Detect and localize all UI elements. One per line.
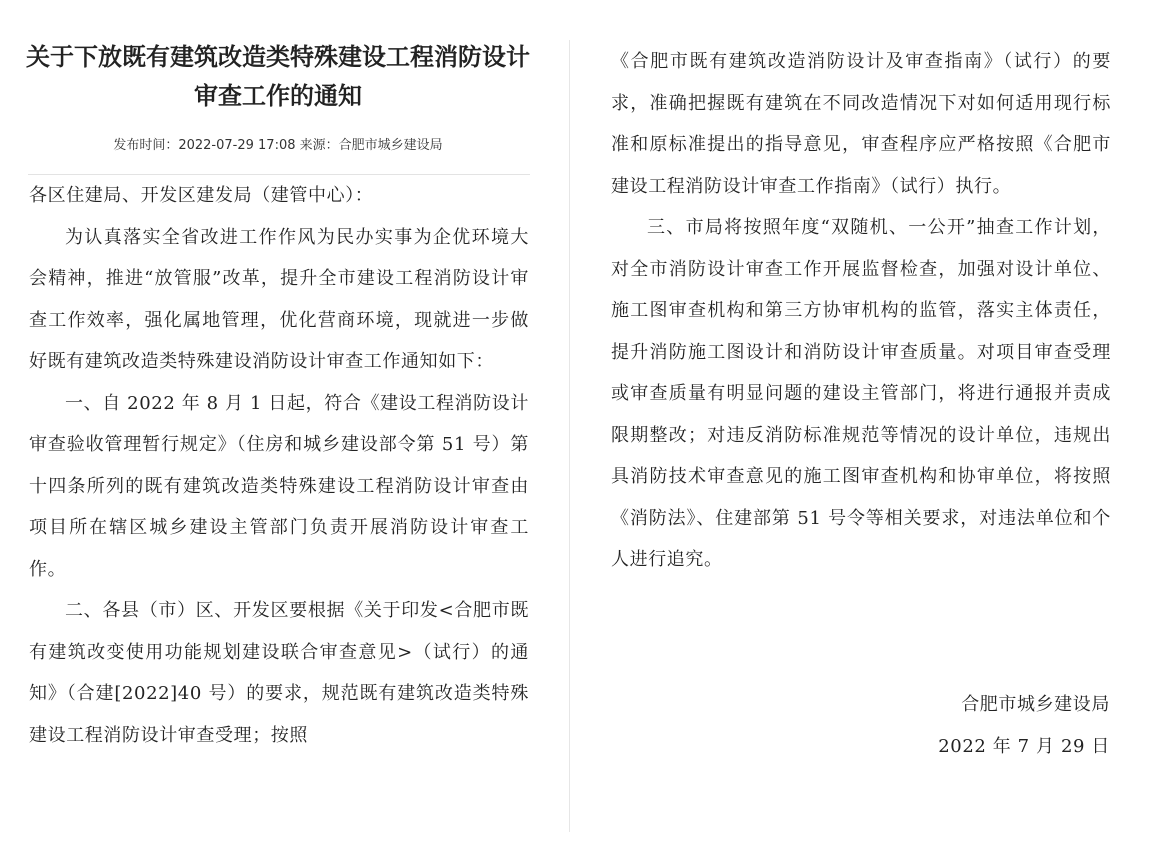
column-divider (569, 40, 570, 832)
intro-paragraph: 为认真落实全省改进工作作风为民办实事为企优环境大会精神，推进“放管服”改革，提升全市建设工程消防设计审查工作效率，强化属地管理，优化营商环境，现就进一步做好既有建筑改造类特殊建设消防设计审查工作通知如下： (29, 226, 529, 372)
salutation: 各区住建局、开发区建发局（建管中心）： (29, 185, 374, 206)
article-body-right (611, 41, 1111, 581)
signature-block (938, 684, 1110, 767)
publish-time-label: 发布时间： (113, 138, 179, 153)
article-meta (20, 134, 536, 153)
source-label: 来源： (299, 138, 339, 153)
source-name: 合肥市城乡建设局 (338, 138, 443, 153)
item-2-paragraph: 二、各县（市）区、开发区要根据《关于印发<合肥市既有建筑改变使用功能规划建设联合审查意见>（试行）的通知》（合建[2022]40 号）的要求，规范既有建筑改造类特殊建设工程消防设计审查受理；按照 (29, 600, 529, 746)
item-2-continued: 《合肥市既有建筑改造消防设计及审查指南》（试行）的要求，准确把握既有建筑在不同改造情况下对如何适用现行标准和原标准提出的指导意见，审查程序应严格按照《合肥市建设工程消防设计审查工作指南》（试行）执行。 (611, 51, 1111, 197)
signature-org: 合肥市城乡建设局 (961, 694, 1110, 715)
article-body-left (29, 175, 529, 756)
publish-time: 2022-07-29 17:08 (178, 138, 296, 153)
page-title: 关于下放既有建筑改造类特殊建设工程消防设计审查工作的通知 (26, 43, 530, 110)
signature-date: 2022 年 7 月 29 日 (938, 735, 1110, 757)
item-1-paragraph: 一、自 2022 年 8 月 1 日起，符合《建设工程消防设计审查验收管理暂行规定》（住房和城乡建设部令第 51 号）第十四条所列的既有建筑改造类特殊建设工程消防设计审查由项目所在辖区城乡建设主管部门负责开展消防设计审查工作。 (29, 392, 529, 580)
item-3-paragraph: 三、市局将按照年度“双随机、一公开”抽查工作计划，对全市消防设计审查工作开展监督检查，加强对设计单位、施工图审查机构和第三方协审机构的监管，落实主体责任，提升消防施工图设计和消防设计审查质量。对项目审查受理或审查质量有明显问题的建设主管部门，将进行通报并责成限期整改；对违反消防标准规范等情况的设计单位，违规出具消防技术审查意见的施工图审查机构和协审单位，将按照《消防法》、住建部第 51 号令等相关要求，对违法单位和个人进行追究。 (611, 217, 1111, 570)
